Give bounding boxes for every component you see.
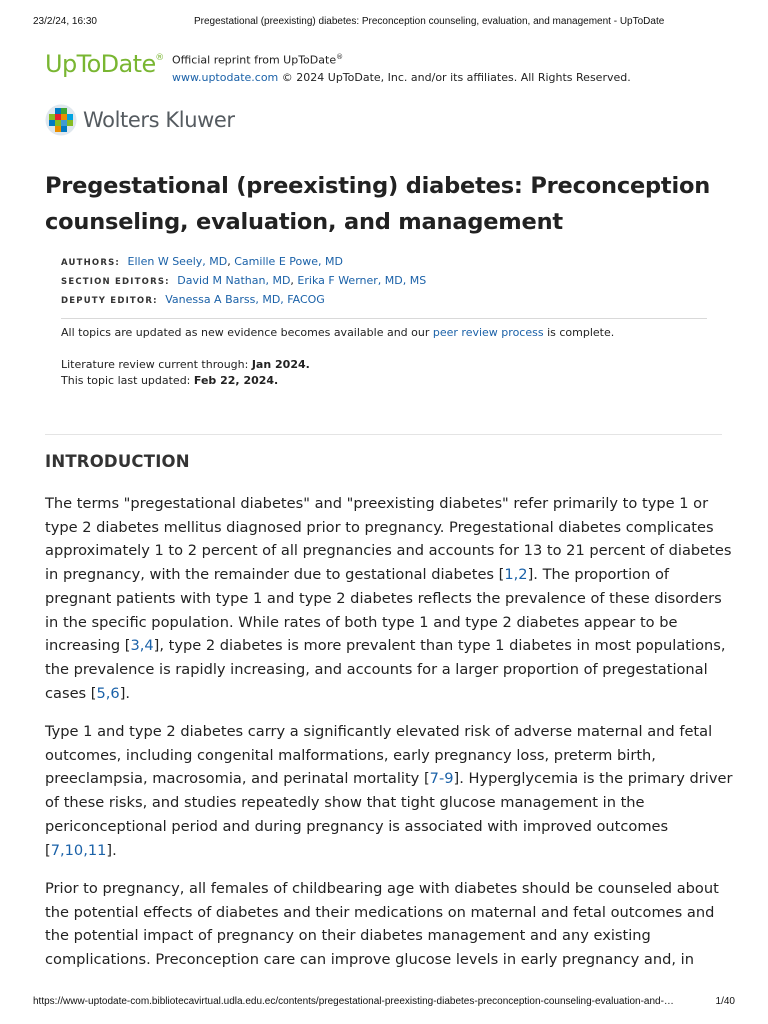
- last-updated-date: This topic last updated: Feb 22, 2024.: [61, 374, 279, 387]
- print-date: 23/2/24, 16:30: [33, 16, 97, 27]
- divider: [61, 318, 707, 319]
- intro-paragraph: Prior to pregnancy, all females of childbearing age with diabetes should be counseled about the potential effects of diabetes and their medications on maternal and fetal outcomes and the potential impact of pregnancy on their diabetes management and any existing complications. Preconception care can improve glucose levels in early pregnancy and, in: [45, 880, 719, 969]
- section-editors-label: SECTION EDITORS:: [61, 277, 170, 287]
- authors-row: AUTHORS: Ellen W Seely, MD, Camille E Powe, MD: [61, 255, 343, 268]
- uptodate-logo-text: UpToDate ®: [45, 50, 164, 78]
- wolters-kluwer-wordmark: Wolters Kluwer: [83, 108, 235, 132]
- author-link[interactable]: Ellen W Seely, MD: [127, 255, 228, 268]
- update-notice: All topics are updated as new evidence becomes available and our peer review process is complete.: [61, 326, 615, 339]
- literature-review-date: Literature review current through: Jan 2024.: [61, 358, 310, 371]
- section-editor-link[interactable]: Erika F Werner, MD, MS: [297, 274, 427, 287]
- authors-label: AUTHORS:: [61, 258, 121, 268]
- divider: [45, 434, 722, 435]
- review-dates: [61, 357, 310, 389]
- wolters-kluwer-logo: [45, 104, 235, 136]
- print-footer: [33, 996, 735, 1010]
- uptodate-logo[interactable]: [45, 46, 164, 82]
- print-url: https://www-uptodate-com.bibliotecavirtual.udla.edu.ec/contents/pregestational-preexisting-diabetes-preconception-counseling-evaluation-and-…: [33, 996, 674, 1007]
- reference-link[interactable]: 3,4: [130, 637, 154, 655]
- reference-link[interactable]: 7-9: [429, 770, 454, 788]
- article-title: Pregestational (preexisting) diabetes: Preconception counseling, evaluation, and management: [45, 173, 711, 235]
- section-editors-row: SECTION EDITORS: David M Nathan, MD, Erika F Werner, MD, MS: [61, 274, 427, 287]
- print-header: [33, 16, 735, 30]
- reference-link[interactable]: 1,2: [504, 566, 528, 584]
- wolters-kluwer-mark-icon: [45, 104, 77, 136]
- copyright-text: © 2024 UpToDate, Inc. and/or its affiliates. All Rights Reserved.: [278, 70, 631, 84]
- print-page-title: Pregestational (preexisting) diabetes: Preconception counseling, evaluation, and management - UpToDate: [194, 16, 665, 27]
- intro-paragraph: Type 1 and type 2 diabetes carry a significantly elevated risk of adverse maternal and fetal outcomes, including congenital malformations, early pregnancy loss, preterm birth, preeclampsia, macrosomia, and perinatal mortality [7-9]. Hyperglycemia is the primary driver of these risks, and studies repeatedly show that tight glucose management in the periconceptional period and during pregnancy is associated with improved outcomes [7,10,11].: [45, 723, 733, 859]
- page-number: 1/40: [715, 996, 735, 1007]
- peer-review-link[interactable]: peer review process: [432, 326, 544, 339]
- deputy-editor-row: [61, 291, 426, 310]
- author-link[interactable]: Camille E Powe, MD: [234, 255, 343, 268]
- article-contributors: [61, 253, 426, 310]
- uptodate-site-link[interactable]: www.uptodate.com: [172, 70, 279, 84]
- section-heading-introduction: INTRODUCTION: [45, 452, 190, 471]
- reprint-notice: Official reprint from UpToDate® www.uptodate.com © 2024 UpToDate, Inc. and/or its affiliates. All Rights Reserved.: [172, 53, 631, 84]
- intro-paragraph: The terms "pregestational diabetes" and "preexisting diabetes" refer primarily to type 1 or type 2 diabetes mellitus diagnosed prior to pregnancy. Pregestational diabetes complicates approximately 1 to 2 percent of all pregnancies and accounts for 13 to 21 percent of diabetes in pregnancy, with the remainder due to gestational diabetes [1,2]. The proportion of pregnant patients with type 1 and type 2 diabetes reflects the prevalence of these disorders in the specific population. While rates of both type 1 and type 2 diabetes appear to be increasing [3,4], type 2 diabetes is more prevalent than type 1 diabetes in most populations, the prevalence is rapidly increasing, and accounts for a larger proportion of pregestational cases [5,6].: [45, 495, 732, 702]
- section-editor-link[interactable]: David M Nathan, MD: [177, 274, 291, 287]
- reference-link[interactable]: 7,10,11: [50, 841, 107, 859]
- deputy-editor-link[interactable]: Vanessa A Barss, MD, FACOG: [165, 293, 325, 306]
- reference-link[interactable]: 5,6: [96, 684, 120, 702]
- deputy-editor-label: DEPUTY EDITOR:: [61, 296, 158, 306]
